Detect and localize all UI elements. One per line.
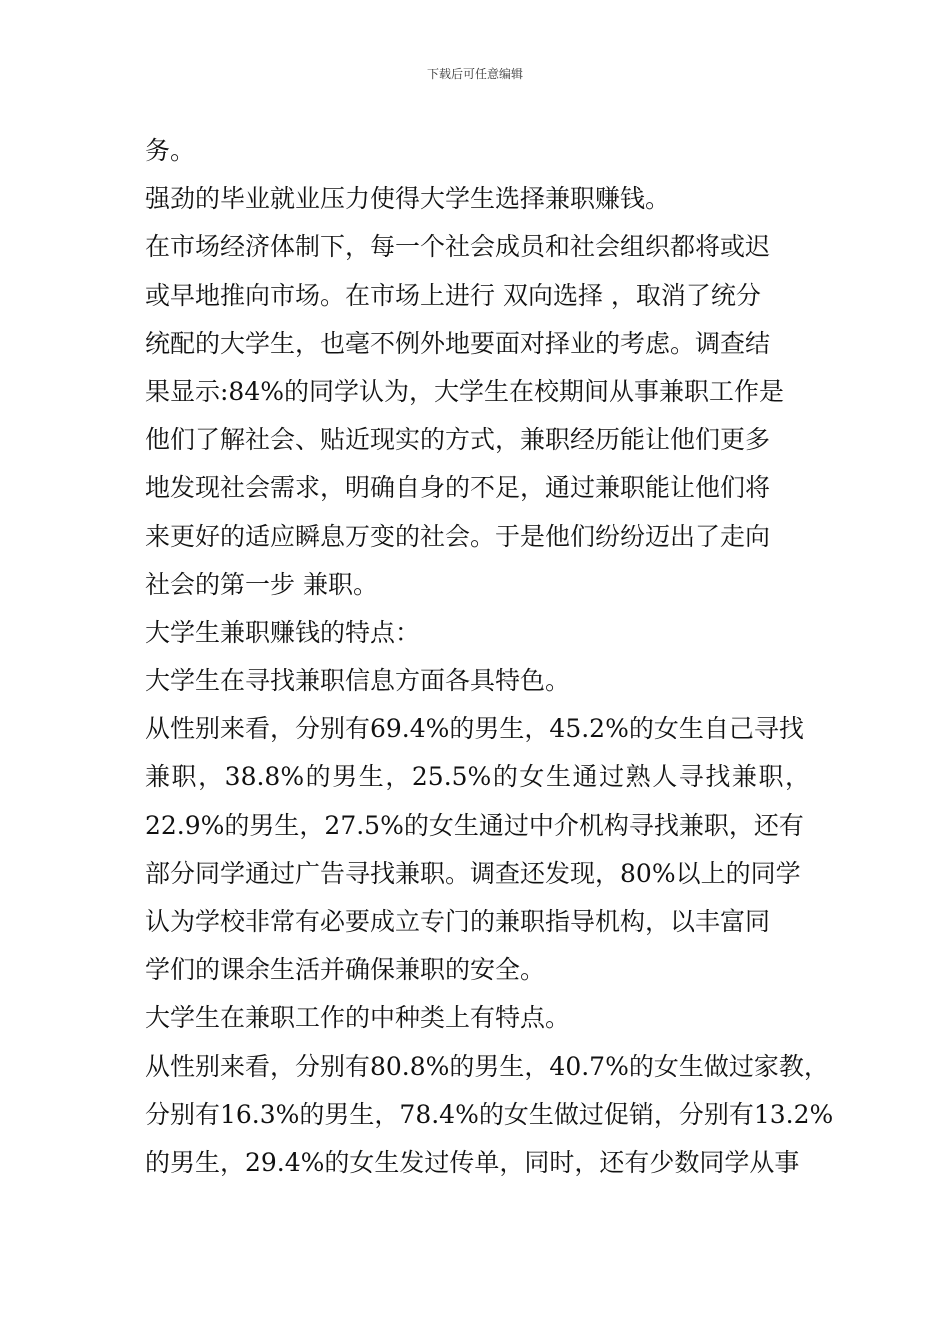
text-line: 从性别来看，分别有80.8%的男生，40.7%的女生做过家教， xyxy=(145,1051,829,1081)
text-line: 大学生在兼职工作的中种类上有特点。 xyxy=(145,1003,571,1033)
text-line: 来更好的适应瞬息万变的社会。于是他们纷纷迈出了走向 xyxy=(145,521,771,551)
section-heading: 大学生兼职赚钱的特点： xyxy=(145,617,421,647)
text-line: 统配的大学生，也毫不例外地要面对择业的考虑。调查结 xyxy=(145,328,771,358)
text-line: 在市场经济体制下，每一个社会成员和社会组织都将或迟 xyxy=(145,232,771,262)
text-line: 的男生，29.4%的女生发过传单，同时，还有少数同学从事 xyxy=(145,1147,800,1177)
text-line: 从性别来看，分别有69.4%的男生，45.2%的女生自己寻找 xyxy=(145,714,804,744)
text-line: 他们了解社会、贴近现实的方式，兼职经历能让他们更多 xyxy=(145,425,771,455)
text-line: 社会的第一步 兼职。 xyxy=(145,569,378,599)
text-line: 或早地推向市场。在市场上进行 双向选择 ，取消了统分 xyxy=(145,280,761,310)
text-line: 务。 xyxy=(145,136,196,165)
text-line: 兼职，38.8%的男生，25.5%的女生通过熟人寻找兼职， xyxy=(145,762,810,792)
document-body xyxy=(145,131,834,1191)
text-line: 大学生在寻找兼职信息方面各具特色。 xyxy=(145,666,571,696)
text-line: 强劲的毕业就业压力使得大学生选择兼职赚钱。 xyxy=(145,184,671,214)
text-line: 学们的课余生活并确保兼职的安全。 xyxy=(145,955,546,985)
page-header: 下载后可任意编辑 xyxy=(426,67,523,81)
text-line: 部分同学通过广告寻找兼职。调查还发现，80%以上的同学 xyxy=(145,858,801,888)
text-line: 认为学校非常有必要成立专门的兼职指导机构，以丰富同 xyxy=(145,907,771,936)
text-line: 地发现社会需求，明确自身的不足，通过兼职能让他们将 xyxy=(145,473,771,503)
text-line: 分别有16.3%的男生，78.4%的女生做过促销，分别有13.2% xyxy=(145,1099,834,1129)
text-line: 果显示:84%的同学认为，大学生在校期间从事兼职工作是 xyxy=(145,376,784,406)
text-line: 22.9%的男生，27.5%的女生通过中介机构寻找兼职，还有 xyxy=(145,810,804,840)
